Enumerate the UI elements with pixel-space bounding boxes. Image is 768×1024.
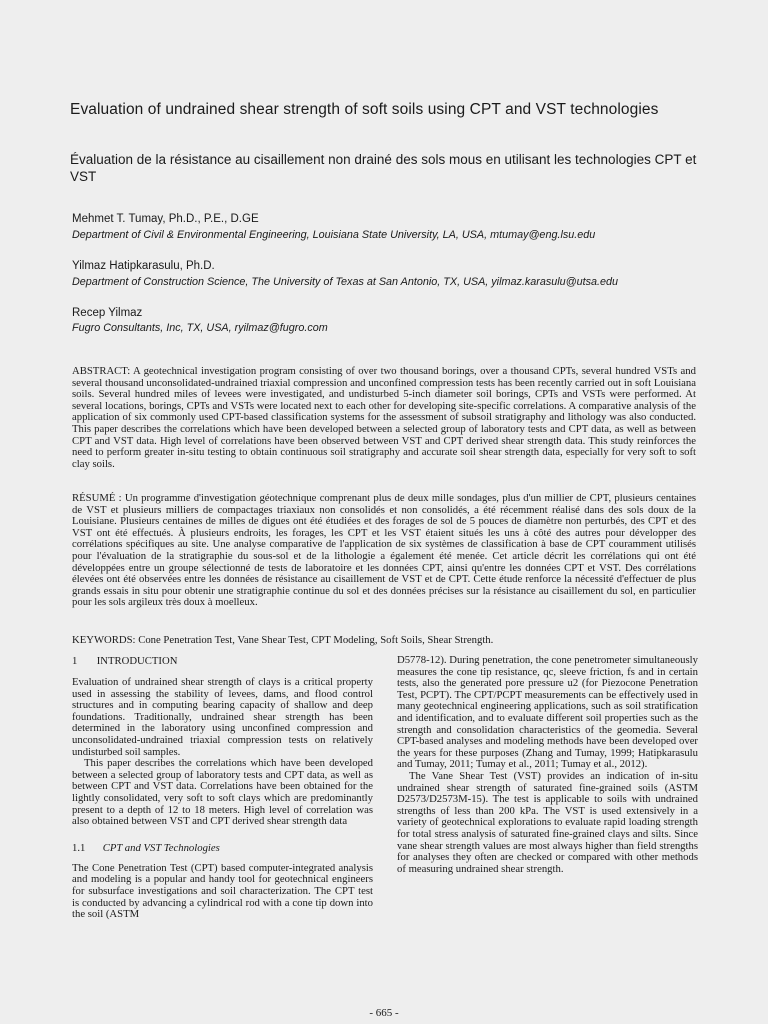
paragraph: D5778-12). During penetration, the cone penetrometer simultaneously measures the cone tip resistance, qc, sleeve friction, fs and in certain tests, also the generated pore pressure u2 (for Piezocone Penetration Test, PCPT). The CPT/PCPT measurements can be effectively used in many geotechnical engineering applications, such as soil stratification and identification, and to evaluate different soil properties such as the strength and consolidation characteristics of the geomedia. Several CPT-based analyses and modeling methods have been developed over the years for these purposes (Zhang and Tumay, 1999; Hatipkarasulu and Tumay, 2011; Tumay et al., 2011; Tumay et al., 2012).: [397, 654, 698, 771]
right-column: [397, 655, 698, 875]
abstract-english: ABSTRACT: A geotechnical investigation program consisting of over two thousand borings, over a thousand CPTs, several hundred VSTs and several thousand unconsolidated-undrained triaxial compression and unconfined compression tests has been recently carried out in soft Louisiana soils. Several hundred miles of levees were investigated, and undisturbed 5-inch diameter soil borings, CPTs and VSTs were performed. At several locations, borings, CPTs and VSTs were located next to each other for developing site-specific correlations. A comparative analysis of the application of six commonly used CPT-based classification systems for the assessment of subsoil stratigraphy and lithology was also conducted. This paper describes the correlations which have been developed between a selected group of laboratory tests and CPT data, as well as between CPT and VST data. High level of correlations have been observed between VST and CPT derived shear strength data. This study reinforces the need to perform greater in-situ testing to obtain continuous soil stratigraphy and accurate soil shear strength data, especially for very soft to soft clay soils.: [72, 365, 696, 470]
author-name: Yilmaz Hatipkarasulu, Ph.D.: [72, 260, 215, 272]
paragraph: This paper describes the correlations which have been developed between a selected group of laboratory tests and CPT data, as well as between CPT and VST data. Correlations have been obtained for the lightly consolidated, very soft to soft clays which are predominantly present to a depth of 12 to 18 meters. High level of correlation was also obtained between VST and CPT derived shear strength data: [72, 757, 373, 828]
paper-title: Evaluation of undrained shear strength of soft soils using CPT and VST technologies: [70, 101, 659, 118]
subsection-heading: [72, 842, 373, 854]
section-heading-introduction: [72, 655, 373, 667]
author-affiliation: Department of Construction Science, The University of Texas at San Antonio, TX, USA, yilmaz.karasulu@utsa.edu: [72, 276, 619, 288]
paragraph: The Cone Penetration Test (CPT) based computer-integrated analysis and modeling is a popular and handy tool for geotechnical engineers for subsurface investigations and soil characterization. The CPT test is conducted by advancing a cylindrical rod with a cone tip down into the soil (ASTM: [72, 861, 373, 921]
paragraph: The Vane Shear Test (VST) provides an indication of in-situ undrained shear strength of saturated fine-grained soils (ASTM D2573/D2573M-15). The test is applicable to soils with undrained strengths of less than 200 kPa. The VST is used extensively in a variety of geotechnical explorations to evaluate rapid loading strength for total stress analysis of saturated fine-grained clays and silts. Since vane shear strength values are most always higher than field strengths for analyses they often are checked or compared with other methods of measuring undrained shear strength.: [397, 769, 698, 875]
author-affiliation: Department of Civil & Environmental Engineering, Louisiana State University, LA, USA, mtumay@eng.lsu.edu: [72, 229, 596, 241]
author-name: Mehmet T. Tumay, Ph.D., P.E., D.GE: [72, 213, 259, 225]
paragraph: Evaluation of undrained shear strength of clays is a critical property used in assessing the stability of levees, dams, and flood control structures and in computing bearing capacity of shallow and deep foundations. Traditionally, undrained shear strength has been determined in the laboratory using unconfined compression and unconsolidated-undrained triaxial compression tests on relatively undisturbed soil samples.: [72, 676, 373, 758]
subsection-number: 1.1: [72, 841, 86, 854]
section-number: 1: [72, 655, 78, 667]
author-name: Recep Yilmaz: [72, 307, 143, 319]
page-number: - 665 -: [369, 1007, 399, 1019]
keywords: KEYWORDS: Cone Penetration Test, Vane Shear Test, CPT Modeling, Soft Soils, Shear Strength.: [72, 634, 494, 646]
paper-subtitle-french: Évaluation de la résistance au cisaillement non drainé des sols mous en utilisant les technologies CPT et VST: [70, 152, 697, 184]
left-column: [72, 655, 373, 921]
abstract-french: RÉSUMÉ : Un programme d'investigation géotechnique comprenant plus de deux mille sondages, plus d'un millier de CPT, plusieurs centaines de VST et plusieurs milliers de compactages triaxiaux non consolidés et non consolidés, a été récemment réalisé dans des sols doux de la Louisiane. Plusieurs centaines de milles de digues ont été étudiées et des forages de sol de 5 pouces de diamètre non perturbés, des CPT et des VST ont été effectués. À plusieurs endroits, les forages, les CPT et les VST étaient situés les uns à côté des autres pour développer des corrélations spécifiques au site. Une analyse comparative de l'application de six systèmes de classification à base de CPT couramment utilisés pour l'évaluation de la stratigraphie du sous-sol et de la lithologie a également été menée. Cet article décrit les corrélations qui ont été développées entre un groupe sélectionné de tests de laboratoire et les données CPT, ainsi qu'entre les données CPT et VST. Des corrélations élevées ont été observées entre les données de résistance au cisaillement de VST et de CPT. Cette étude renforce la nécessité d'effectuer de plus grands essais in situ pour obtenir une stratigraphie continue du sol et des données précises sur la résistance au cisaillement du sol, en particulier pour les sols argileux très doux à moelleux.: [72, 492, 696, 609]
subsection-title: CPT and VST Technologies: [102, 841, 220, 854]
section-title: INTRODUCTION: [96, 655, 178, 667]
author-affiliation: Fugro Consultants, Inc, TX, USA, ryilmaz@fugro.com: [72, 322, 328, 334]
